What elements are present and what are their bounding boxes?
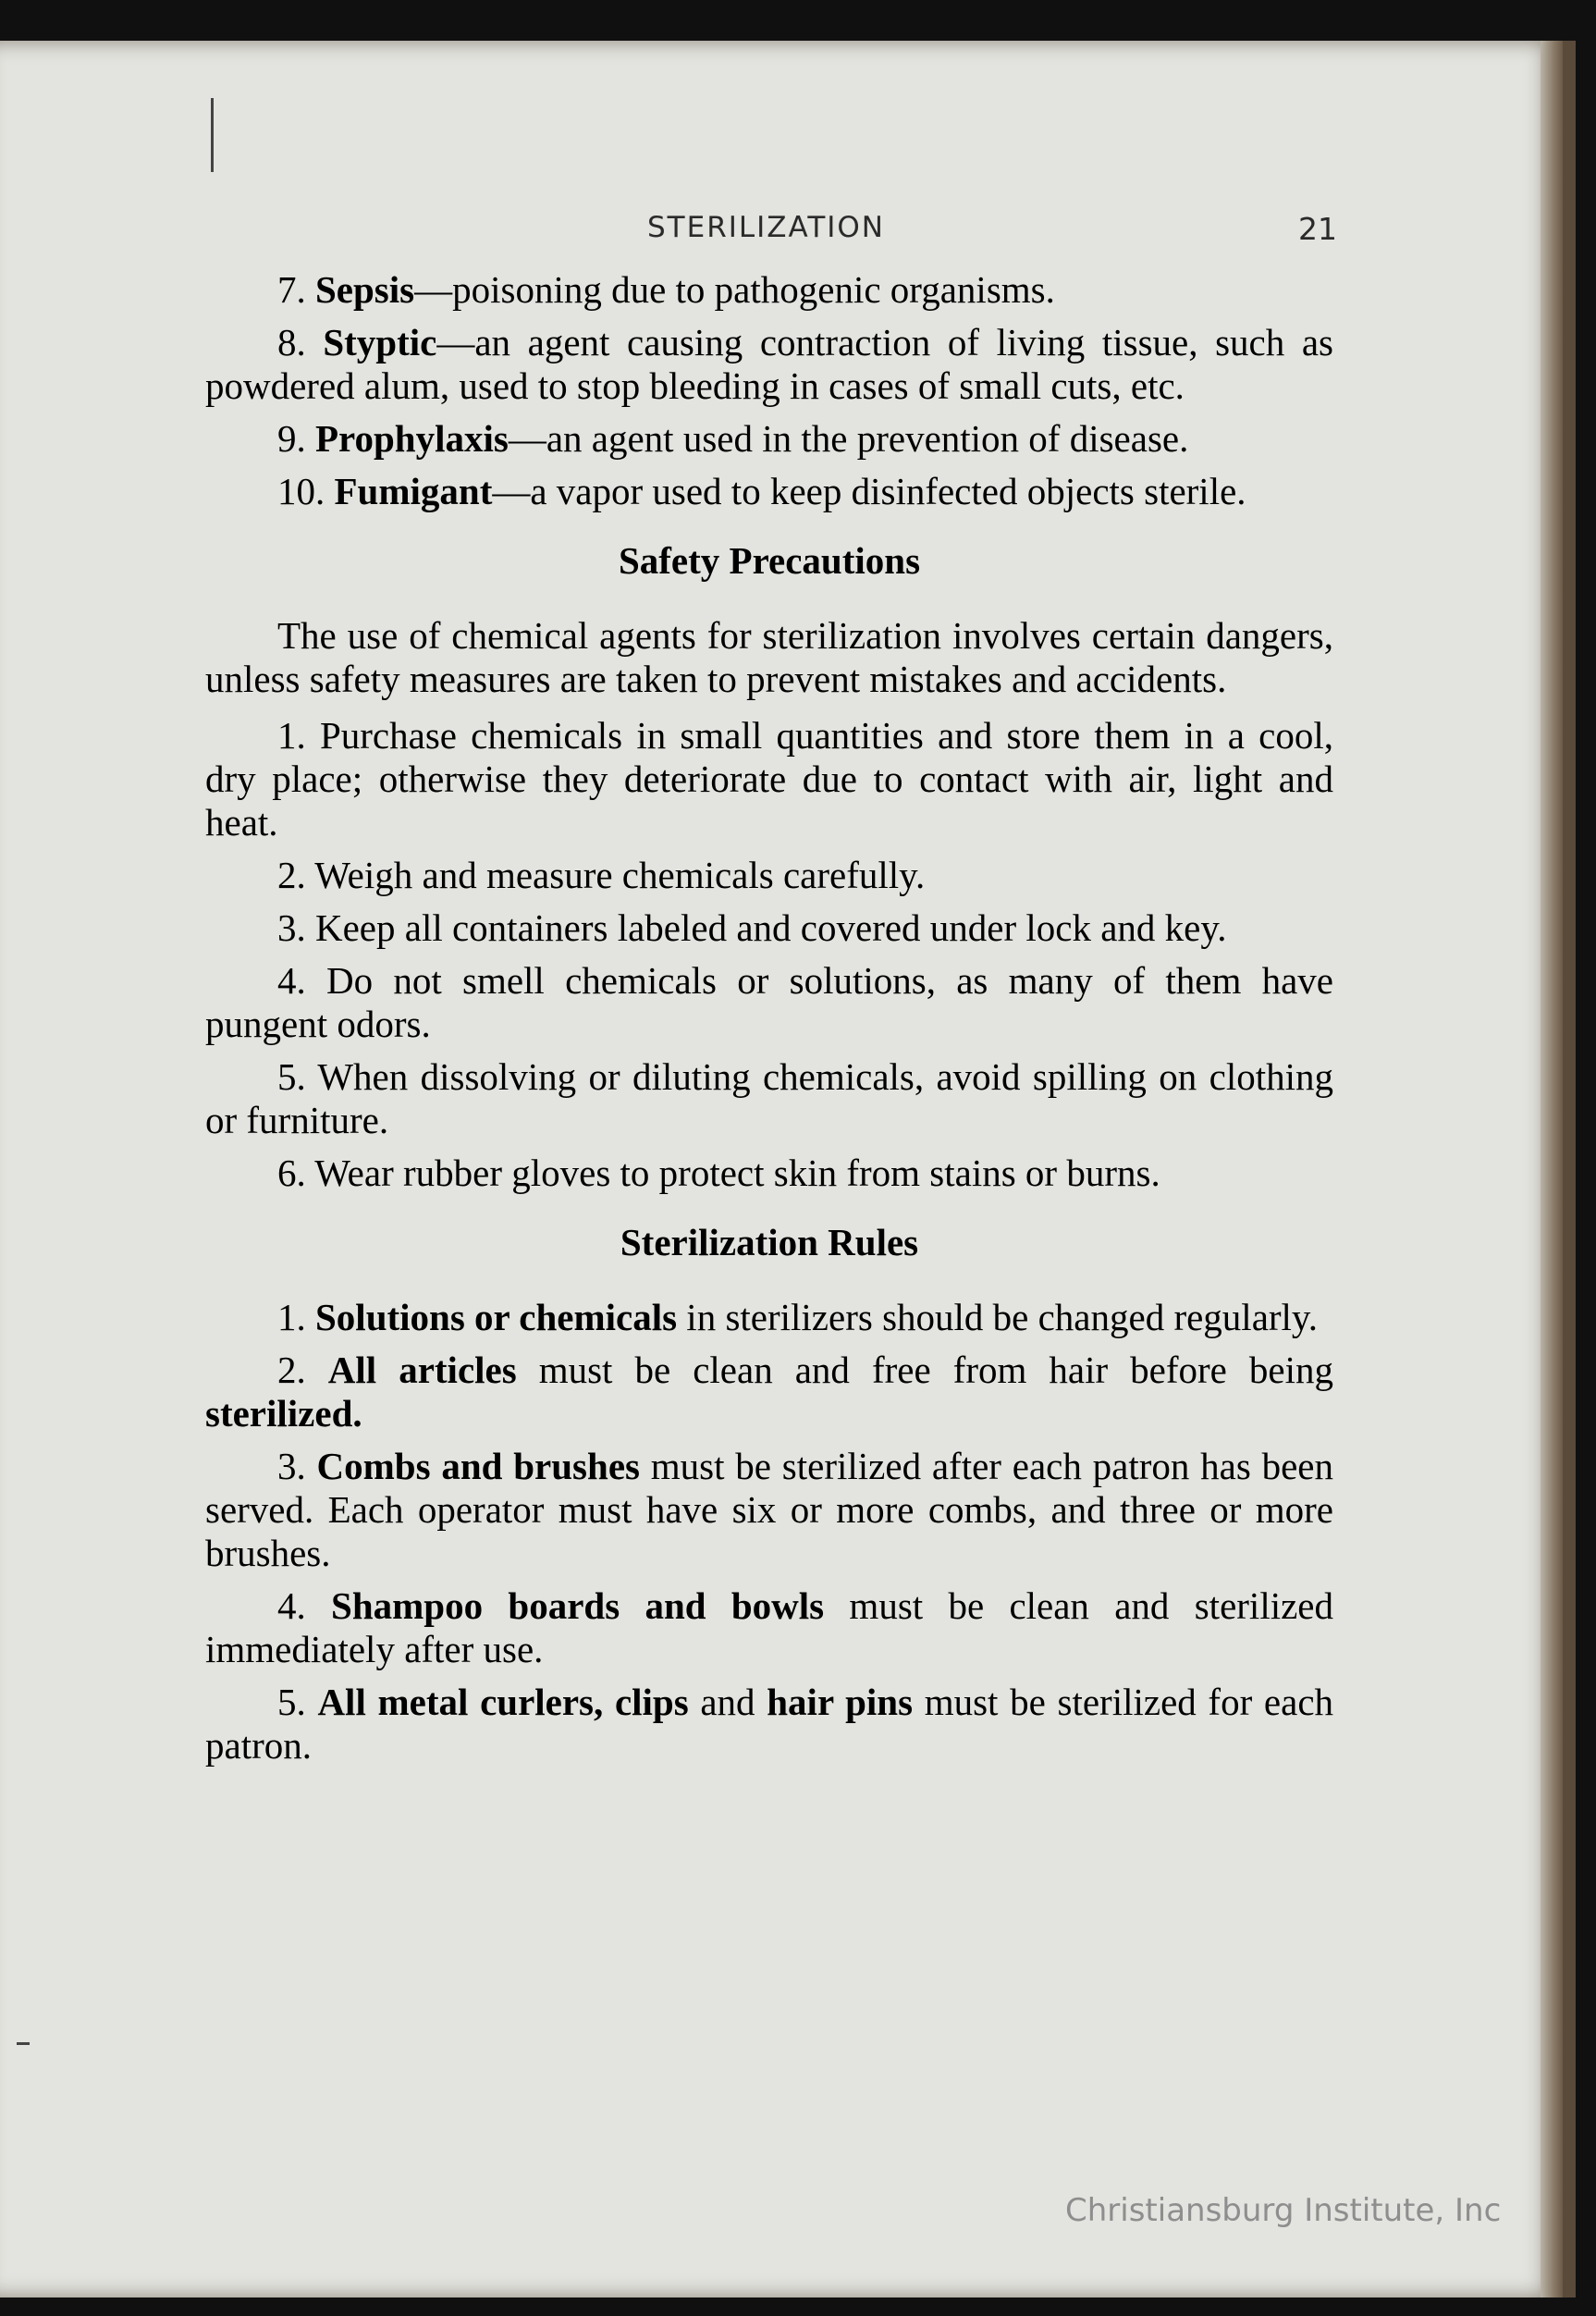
page-body xyxy=(205,268,1333,1777)
rule-item xyxy=(205,1445,1333,1575)
definition-term: Prophylaxis xyxy=(315,417,509,460)
item-number: 5. xyxy=(277,1681,306,1723)
rule-lead: Combs and brushes xyxy=(316,1445,640,1487)
safety-item: 4. Do not smell chemicals or solutions, as many of them have pungent odors. xyxy=(205,959,1333,1045)
item-number: 8. xyxy=(277,321,306,363)
item-number: 3. xyxy=(277,1445,306,1487)
page-number: 21 xyxy=(1298,211,1337,247)
safety-item: 1. Purchase chemicals in small quantities and store them in a cool, dry place; otherwise they deteriorate due to contact with air, light and heat. xyxy=(205,714,1333,844)
rule-lead: Shampoo boards and bowls xyxy=(331,1584,825,1627)
rule-text: and xyxy=(688,1681,767,1723)
item-number: 2. xyxy=(277,1349,306,1391)
page-edge xyxy=(1541,41,1563,2298)
pencil-mark xyxy=(211,98,214,172)
definition-text: —an agent used in the prevention of disease. xyxy=(508,417,1189,460)
running-head: STERILIZATION xyxy=(647,211,886,244)
rule-item xyxy=(205,1681,1333,1768)
definition-term: Fumigant xyxy=(334,470,493,512)
item-number: 9. xyxy=(277,417,306,460)
rule-text: must be clean and free from hair before being xyxy=(516,1349,1333,1391)
definition-text: —an agent causing contraction of living tissue, such as powdered alum, used to stop bleeding in cases of small cuts, etc. xyxy=(205,321,1334,407)
item-number: 7. xyxy=(277,268,306,311)
rule-lead: All metal curlers, clips xyxy=(317,1681,689,1723)
section-heading-safety: Safety Precautions xyxy=(618,539,921,582)
definition-item xyxy=(205,417,1333,461)
rule-text: must be clean and sterilized immediately after use. xyxy=(205,1584,1333,1670)
safety-intro: The use of chemical agents for sterilization involves certain dangers, unless safety measures are taken to prevent mistakes and accidents. xyxy=(205,614,1333,700)
rule-lead: Solutions or chemicals xyxy=(315,1296,678,1338)
safety-item: 2. Weigh and measure chemicals carefully. xyxy=(277,854,926,896)
definition-text: —a vapor used to keep disinfected objects sterile. xyxy=(492,470,1246,512)
item-number: 4. xyxy=(277,1584,306,1627)
safety-item: 3. Keep all containers labeled and covered under lock and key. xyxy=(277,906,1227,949)
rule-item xyxy=(205,1584,1333,1671)
item-number: 1. xyxy=(277,1296,306,1338)
rule-text: in sterilizers should be changed regularly. xyxy=(677,1296,1319,1338)
rule-item xyxy=(205,1349,1333,1435)
definition-text: —poisoning due to pathogenic organisms. xyxy=(414,268,1055,311)
definition-item xyxy=(205,268,1333,312)
watermark: Christiansburg Institute, Inc xyxy=(1065,2192,1502,2229)
rule-text: must be sterilized for each patron. xyxy=(205,1681,1334,1767)
rule-lead: hair pins xyxy=(767,1681,914,1723)
definition-term: Sepsis xyxy=(315,268,415,311)
safety-item: 6. Wear rubber gloves to protect skin from stains or burns. xyxy=(277,1152,1160,1194)
definition-item xyxy=(205,470,1333,513)
section-heading-rules: Sterilization Rules xyxy=(620,1221,919,1263)
safety-item: 5. When dissolving or diluting chemicals, avoid spilling on clothing or furniture. xyxy=(205,1055,1333,1141)
definition-item xyxy=(205,321,1333,408)
rule-lead: All articles xyxy=(327,1349,517,1391)
rule-text: must be sterilized after each patron has been served. Each operator must have six or more combs, and three or more brushes. xyxy=(205,1445,1334,1574)
margin-tick xyxy=(17,2042,30,2045)
rule-tail: sterilized. xyxy=(205,1392,362,1435)
rule-item xyxy=(205,1296,1333,1339)
definition-term: Styptic xyxy=(323,321,437,363)
item-number: 10. xyxy=(277,470,325,512)
